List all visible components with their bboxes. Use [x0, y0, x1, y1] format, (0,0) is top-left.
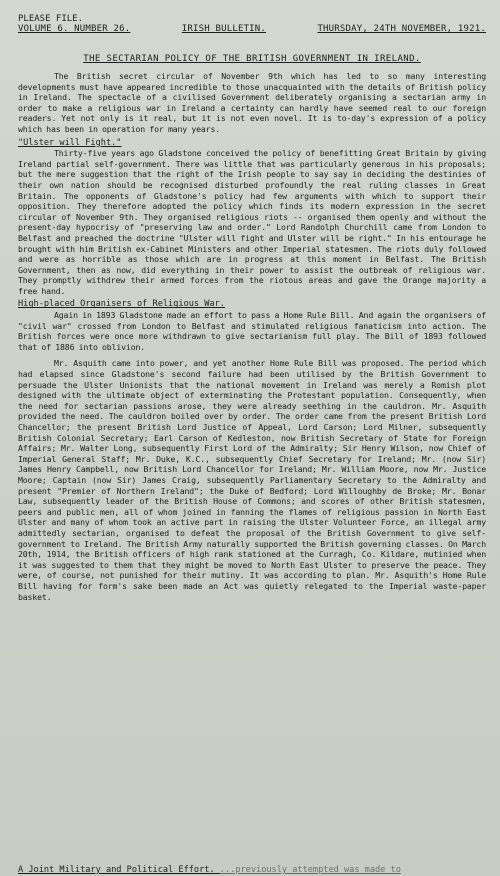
intro-paragraph: The British secret circular of November 9th which has led to so many interesting developments must have appeared incredible to those unacquainted with the details of British policy in Ireland. The spectacle of a civilised Government deliberately organising a sectarian army in order to make a religious war in Ireland a certainty can hardly have seemed real to our foreign readers. Yet not only is it real, but it is not even novel. It is to-day's expression of a policy which has been in operation for many years. [18, 71, 486, 134]
volume-number: VOLUME 6. NUMBER 26. [18, 24, 131, 34]
section-ulster-paragraph: Thirty-five years ago Gladstone conceived the policy of benefitting Great Britain by giving Ireland partial self-government. There was little that was particularly generous in his proposals; but the mere suggestion that the right of the Irish people to say say in deciding the destinies of their own nation should be recognised disturbed profoundly the real ruling classes in Great Britain. The opponents of Gladstone's policy had few arguments with which to support their opposition. They therefore adopted the policy which finds its modern expression in the secret circular of November 9th. They organised religious riots -- organised them openly and without the present-day hypocrisy of "preserving law and order." Lord Randolph Churchill came from London to Belfast and preached the doctrine "Ulster will fight and Ulster will be right." In his entourage he brought with him British ex-Cabinet Ministers and other Imperial statesmen. The riots duly followed and were as horrible as those which are in progress at this moment in Belfast. The British Government, then as now, did everything in their power to assist the outbreak of religious war. They promptly withdrew their armed forces from the riotous areas and gave the Orange majority a free hand. [18, 148, 486, 296]
issue-date: THURSDAY, 24TH NOVEMBER, 1921. [317, 24, 486, 34]
section-organisers-paragraph-2: Mr. Asquith came into power, and yet another Home Rule Bill was proposed. The period which had elapsed since Gladstone's second failure had been utilised by the British Government to persuade the Ulster Unionists that the national movement in Ireland was merely a Romish plot designed with the ultimate object of exterminating the Protestant population. Consequently, when the need for sectarian passions arose, they were already seething in the cauldron. Mr. Asquith provided the need. The cauldron boiled over by order. The order came from the present British Lord Chancellor; the present British Lord Justice of Appeal, Lord Carson; Lord Milner, subsequently British Colonial Secretary; Earl Carson of Kedleston, now British Secretary of State for Foreign Affairs; Mr. Walter Long, subsequently First Lord of the Admiralty; Sir Henry Wilson, now Chief of Imperial General Staff; Mr. Duke, K.C., subsequently Chief Secretary for Ireland; Mr. (now Sir) James Henry Campbell, now British Lord Chancellor for Ireland; Mr. William Moore, now Mr. Justice Moore; Captain (now Sir) James Craig, subsequently Parliamentary Secretary to the Admiralty and present "Premier of Northern Ireland"; the Duke of Bedford; Lord Willoughby de Broke; Mr. Bonar Law, subsequently leader of the British House of Commons; and scores of other British statesmen, peers and public men, all of whom joined in fanning the flames of religious passion in North East Ulster and many of whom took an active part in raising the Ulster Volunteer Force, an illegal army admittedly sectarian, organised to defeat the proposal of the British Government to give self-government to Ireland. The British Army naturally supported the British governing classes. On March 20th, 1914, the British officers of high rank stationed at the Curragh, Co. Kildare, mutinied when it was suggested to them that they might be moved to North East Ulster to preserve the peace. They were, of course, not punished for their mutiny. It was according to plan. Mr. Asquith's Home Rule Bill having for form's sake been made an Act was quietly relegated to the Imperial waste-paper basket. [18, 358, 486, 602]
publication-name: IRISH BULLETIN. [181, 24, 267, 34]
section-organisers-paragraph-1: Again in 1893 Gladstone made an effort to pass a Home Rule Bill. And again the organisers of "civil war" crossed from London to Belfast and stimulated religious fanaticism into action. The British forces were once more withdrawn to give sectarianism full play. The Bill of 1893 followed that of 1886 into oblivion. [18, 310, 486, 352]
section-heading-joint-effort: A Joint Military and Political Effort. ...previously attempted was made to [18, 865, 401, 875]
section-heading-organisers: High-placed Organisers of Religious War. [18, 299, 225, 310]
please-file-stamp: PLEASE FILE. [18, 14, 84, 24]
masthead [18, 24, 486, 34]
cut-off-text: ...previously attempted was made to [219, 865, 401, 875]
article-title: THE SECTARIAN POLICY OF THE BRITISH GOVERNMENT IN IRELAND. [83, 54, 421, 64]
section-heading-ulster: "Ulster will Fight." [18, 137, 122, 148]
